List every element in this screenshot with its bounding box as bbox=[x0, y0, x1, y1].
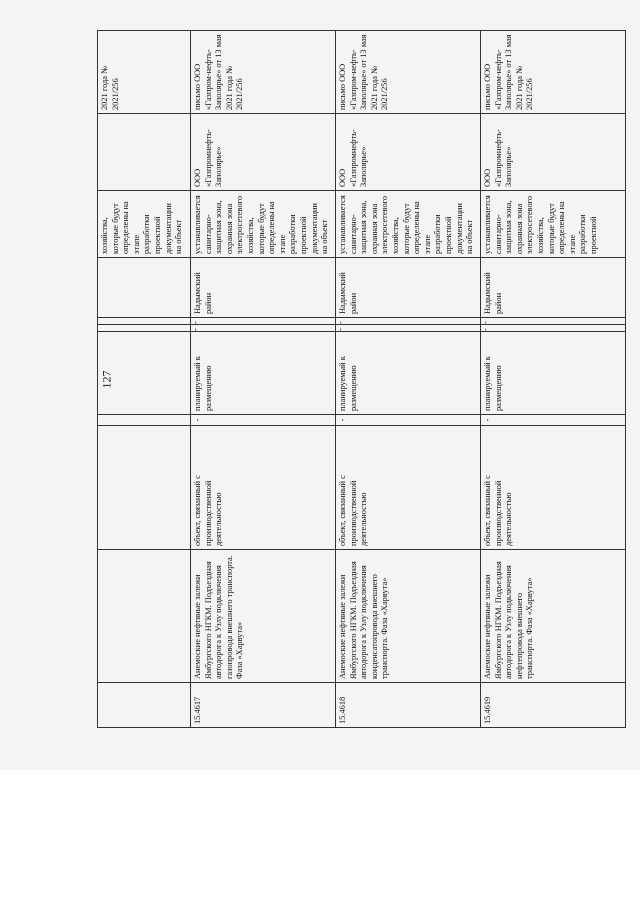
cell-basis: письмо ООО «Газпром-нефть-Заполярье» от 13 мая 2021 года № 2021/256 bbox=[481, 31, 626, 114]
cell-dash: - bbox=[481, 318, 626, 325]
cell-dash: - bbox=[336, 415, 481, 426]
cell-empty bbox=[98, 318, 191, 325]
cell-name: Анемоские нефтяные залежи Ямбургского НГКМ. Подъездная автодорога к Узлу подключения газопровода внешнего транспорта. Фаза «Харвута» bbox=[191, 550, 336, 683]
cell-dash: - bbox=[481, 415, 626, 426]
cell-basis: письмо ООО «Газпром-нефть-Заполярье» от 13 мая 2021 года № 2021/256 bbox=[336, 31, 481, 114]
cell-dash: - bbox=[191, 415, 336, 426]
cell-type bbox=[98, 426, 191, 550]
cell-region: Надымский район bbox=[191, 258, 336, 318]
cell-basis: письмо ООО «Газпром-нефть-Заполярье» от 13 мая 2021 года № 2021/256 bbox=[191, 31, 336, 114]
table-row bbox=[481, 31, 626, 728]
cell-id bbox=[98, 683, 191, 728]
cell-status: планируемый к размещению bbox=[336, 332, 481, 415]
cell-zone: устанавливается санитарно-защитная зона, охранная зона электросетевого хозяйства, которые будут определены на этапе разработки проектной документации на объект bbox=[191, 191, 336, 258]
cell-org: ООО «Газпромнефть-Заполярье» bbox=[481, 114, 626, 191]
cell-empty bbox=[98, 325, 191, 332]
cell-zone: устанавливается санитарно-защитная зона, охранная зона электросетевого хозяйства, которые будут определены на этапе разработки проектной документации на объект bbox=[336, 191, 481, 258]
cell-id: 15.4619 bbox=[481, 683, 626, 728]
page-number: 127 bbox=[99, 370, 114, 389]
cell-dash bbox=[98, 415, 191, 426]
cell-id: 15.4617 bbox=[191, 683, 336, 728]
table-row bbox=[336, 31, 481, 728]
cell-status: планируемый к размещению bbox=[481, 332, 626, 415]
cell-region: Надымский район bbox=[481, 258, 626, 318]
cell-type: объект, связанный с производственной деятельностью bbox=[481, 426, 626, 550]
cell-dash: - bbox=[191, 325, 336, 332]
cell-org bbox=[98, 114, 191, 191]
cell-org: ООО «Газпромнефть-Заполярье» bbox=[336, 114, 481, 191]
cell-region: Надымский район bbox=[336, 258, 481, 318]
cell-org: ООО «Газпромнефть-Заполярье» bbox=[191, 114, 336, 191]
cell-status bbox=[98, 332, 191, 415]
table-row-continuation bbox=[98, 31, 191, 728]
cell-zone: устанавливается санитарно-защитная зона, охранная зона электросетевого хозяйства, которые будут определены на этапе разработки проектной bbox=[481, 191, 626, 258]
table-row bbox=[191, 31, 336, 728]
cell-name: Анемоские нефтяные залежи Ямбургского НГКМ. Подъездная автодорога к Узлу подключения конденсатопровода внешнего транспорта. Фаза «Харвута» bbox=[336, 550, 481, 683]
cell-basis: 2021 года № 2021/256 bbox=[98, 31, 191, 114]
cell-id: 15.4618 bbox=[336, 683, 481, 728]
cell-name bbox=[98, 550, 191, 683]
cell-dash: - bbox=[336, 318, 481, 325]
cell-region bbox=[98, 258, 191, 318]
cell-type: объект, связанный с производственной деятельностью bbox=[191, 426, 336, 550]
cell-dash: - bbox=[191, 318, 336, 325]
cell-type: объект, связанный с производственной деятельностью bbox=[336, 426, 481, 550]
cell-dash: - bbox=[481, 325, 626, 332]
cell-zone: хозяйства, которые будут определены на этапе разработки проектной документации на объект bbox=[98, 191, 191, 258]
cell-dash: - bbox=[336, 325, 481, 332]
objects-table bbox=[97, 30, 626, 728]
cell-status: планируемый к размещению bbox=[191, 332, 336, 415]
cell-name: Анемоские нефтяные залежи Ямбургского НГКМ. Подъездная автодорога к Узлу подключения нефтепровода внешнего транспорта. Фаза «Харвута» bbox=[481, 550, 626, 683]
rotated-table-wrapper bbox=[97, 34, 605, 728]
